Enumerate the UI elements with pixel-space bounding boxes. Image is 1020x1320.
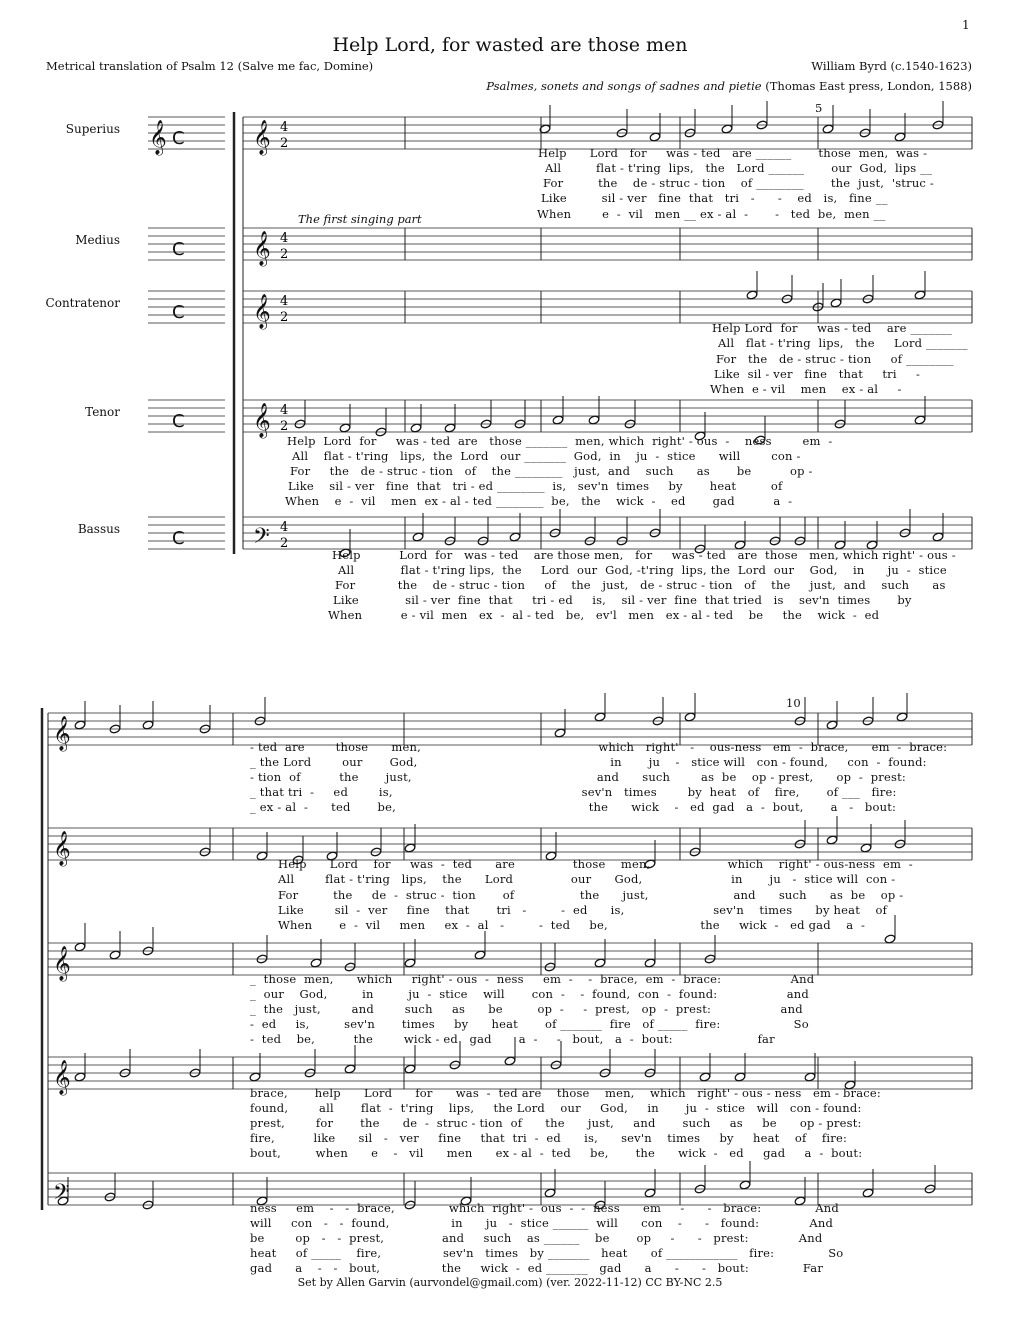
note-head bbox=[412, 532, 424, 542]
mensuration-sign: C bbox=[172, 528, 185, 549]
note-head bbox=[444, 423, 456, 433]
time-signature: 2 bbox=[280, 536, 289, 551]
lyric-line: be op - - prest, and such as ______ be op - - prest: And bbox=[250, 1231, 823, 1245]
note-head bbox=[344, 1064, 356, 1074]
note-head bbox=[504, 1056, 516, 1066]
lyric-line: fire, like sil - ver fine that tri - ed is, sev'n times by heat of fire: bbox=[250, 1131, 848, 1145]
lyric-line: Help Lord for was - ted are those men, for was - ted are those men, which right' - ous - bbox=[332, 548, 956, 562]
note-head bbox=[544, 1188, 556, 1198]
lyric-line: For the de - struc - tion of ________ the just, 'struc - bbox=[543, 176, 935, 190]
time-signature: 2 bbox=[280, 419, 289, 434]
bass-clef-icon: 𝄢 bbox=[53, 1180, 70, 1210]
note-head bbox=[644, 1188, 656, 1198]
note-head bbox=[739, 1180, 751, 1190]
measure-number-10: 10 bbox=[786, 696, 801, 710]
treble-clef-icon: 𝄞 bbox=[253, 231, 271, 266]
note-head bbox=[896, 712, 908, 722]
lyric-line: Help Lord for was - ted are those men, which right' - ous-ness em - bbox=[278, 857, 913, 871]
note-head bbox=[826, 835, 838, 845]
note-head bbox=[249, 1072, 261, 1082]
lyric-line: All flat - t'ring lips, the Lord _______ bbox=[718, 336, 968, 350]
note-head bbox=[734, 1072, 746, 1082]
note-head bbox=[644, 958, 656, 968]
lyric-line: _ the Lord our God, in ju - stice will con - found, con - found: bbox=[250, 755, 927, 769]
lyric-line: Help Lord for was - ted are _______ bbox=[712, 321, 953, 335]
note-head bbox=[746, 290, 758, 300]
lyric-line: All flat - t'ring lips, the Lord our _______ God, in ju - stice will con - bbox=[292, 449, 801, 463]
lyric-line: prest, for the de - struc - tion of the just, and such as be op - prest: bbox=[250, 1116, 862, 1130]
note-head bbox=[554, 728, 566, 738]
page-number: 1 bbox=[962, 18, 970, 32]
note-head bbox=[109, 950, 121, 960]
note-head bbox=[684, 712, 696, 722]
lyric-line: When e - vil men ex - al - ted ________ be, the wick - ed gad a - bbox=[285, 494, 793, 508]
lyric-line: Like sil - ver fine that tri - ed ________ is, sev'n times by heat of bbox=[288, 479, 783, 493]
note-head bbox=[404, 958, 416, 968]
note-head bbox=[826, 720, 838, 730]
note-head bbox=[830, 298, 842, 308]
note-head bbox=[860, 843, 872, 853]
note-head bbox=[509, 532, 521, 542]
first-singing-part-marking: The first singing part bbox=[298, 212, 422, 226]
source-title: Psalmes, sonets and songs of sadnes and pietie bbox=[486, 79, 762, 93]
lyric-line: Help Lord for was - ted are ______ those men, was - bbox=[538, 146, 928, 160]
note-head bbox=[699, 1072, 711, 1082]
treble-clef-icon: 𝄞 bbox=[253, 403, 271, 438]
source-details: (Thomas East press, London, 1588) bbox=[765, 79, 972, 93]
note-head bbox=[932, 532, 944, 542]
lyric-line: will con - - found, in ju - stice ______ will con - - found: And bbox=[250, 1216, 834, 1230]
mensuration-sign: C bbox=[172, 302, 185, 323]
lyric-line: _ that tri - ed is, sev'n times by heat of fire, of ___ fire: bbox=[250, 785, 897, 799]
lyric-line: When e - vil men ex - al - bbox=[710, 382, 902, 396]
note-head bbox=[310, 958, 322, 968]
lyric-line: _ those men, which right' - ous - ness em - - brace, em - brace: And bbox=[250, 972, 815, 986]
lyric-line: _ ex - al - ted be, the wick - ed gad a - bout, a - bout: bbox=[250, 800, 897, 814]
composer: William Byrd (c.1540-1623) bbox=[811, 59, 972, 73]
note-head bbox=[914, 290, 926, 300]
note-head bbox=[74, 1072, 86, 1082]
note-head bbox=[894, 132, 906, 142]
note-head bbox=[410, 423, 422, 433]
lyric-line: When e - vil men ex - al - - ted be, the wick - ed gad a - bbox=[278, 918, 866, 932]
treble-clef-icon: 𝄞 bbox=[253, 120, 271, 155]
note-head bbox=[588, 415, 600, 425]
treble-clef-icon: 𝄞 bbox=[149, 120, 167, 155]
treble-clef-icon: 𝄞 bbox=[53, 1060, 71, 1095]
lyric-line: For the de - struc - tion of the just, de - struc - tion of the just, and such as bbox=[335, 578, 946, 592]
score-title: Help Lord, for wasted are those men bbox=[332, 34, 688, 56]
lyric-line: ness em - - brace, which right' - ous - - ness em - - brace: And bbox=[250, 1201, 839, 1215]
treble-clef-icon: 𝄞 bbox=[53, 831, 71, 866]
lyric-line: When e - vil men __ ex - al - - ted be, men __ bbox=[537, 207, 886, 221]
lyric-line: Help Lord for was - ted are those _______ men, which right' - ous - ness em - bbox=[287, 434, 833, 448]
lyric-line: Like sil - ver fine that tri - bbox=[714, 367, 921, 381]
lyric-line: heat of _____ fire, sev'n times by _______ heat of ____________ fire: So bbox=[250, 1246, 844, 1260]
note-head bbox=[74, 942, 86, 952]
note-head bbox=[256, 851, 268, 861]
note-head bbox=[552, 415, 564, 425]
lyric-line: When e - vil men ex - al - ted be, ev'l men ex - al - ted be the wick - ed bbox=[328, 608, 880, 622]
mensuration-sign: C bbox=[172, 411, 185, 432]
lyric-line: Like sil - ver fine that tri - - ed is, fine __ bbox=[541, 191, 888, 205]
treble-clef-icon: 𝄞 bbox=[53, 716, 71, 751]
lyric-line: Like sil - ver fine that tri - ed is, sil - ver fine that tried is sev'n times by bbox=[333, 593, 912, 607]
note-head bbox=[404, 1064, 416, 1074]
note-head bbox=[594, 712, 606, 722]
note-head bbox=[474, 950, 486, 960]
lyric-line: For the de - struc - tion of the just, and such as be op - bbox=[278, 888, 904, 902]
voice-name-superius: Superius bbox=[65, 122, 120, 136]
lyric-line: bout, when e - vil men ex - al - ted be, the wick - ed gad a - bout: bbox=[250, 1146, 863, 1160]
note-head bbox=[804, 1072, 816, 1082]
treble-clef-icon: 𝄞 bbox=[53, 946, 71, 981]
lyric-line: - ted be, the wick - ed gad a - - bout, a - bout: far bbox=[250, 1032, 775, 1046]
note-head bbox=[884, 934, 896, 944]
lyric-line: brace, help Lord for was - ted are those men, which right' - ous - ness em - brace: bbox=[250, 1086, 881, 1100]
note-head bbox=[649, 132, 661, 142]
lyric-line: All flat - t'ring lips, the Lord our God, in ju - stice will con - bbox=[278, 872, 896, 886]
time-signature: 4 bbox=[280, 294, 289, 309]
time-signature: 4 bbox=[280, 403, 289, 418]
lyric-line: gad a - - bout, the wick - ed _______ gad a - - bout: Far bbox=[250, 1261, 824, 1275]
mensuration-sign: C bbox=[172, 128, 185, 149]
lyric-line: found, all flat - t'ring lips, the Lord our God, in ju - stice will con - found: bbox=[250, 1101, 862, 1115]
note-head bbox=[74, 720, 86, 730]
lyric-line: - ted are those men, which right' - ous-ness em - brace, em - brace: bbox=[250, 740, 948, 754]
time-signature: 4 bbox=[280, 120, 289, 135]
note-head bbox=[862, 1188, 874, 1198]
bass-clef-icon: 𝄢 bbox=[253, 524, 270, 554]
time-signature: 2 bbox=[280, 247, 289, 262]
footer-credits: Set by Allen Garvin (aurvondel@gmail.com) (ver. 2022-11-12) CC BY-NC 2.5 bbox=[297, 1276, 723, 1289]
time-signature: 4 bbox=[280, 231, 289, 246]
note-head bbox=[404, 843, 416, 853]
mensuration-sign: C bbox=[172, 239, 185, 260]
lyric-line: Like sil - ver fine that tri - - ed is, sev'n times by heat of bbox=[278, 903, 888, 917]
note-head bbox=[822, 124, 834, 134]
lyric-line: All flat - t'ring lips, the Lord ______ our God, lips __ bbox=[545, 161, 933, 175]
time-signature: 2 bbox=[280, 310, 289, 325]
subtitle: Metrical translation of Psalm 12 (Salve me fac, Domine) bbox=[46, 59, 374, 73]
voice-name-tenor: Tenor bbox=[85, 405, 120, 419]
lyric-line: - ed is, sev'n times by heat of _______ fire of _____ fire: So bbox=[250, 1017, 809, 1031]
note-head bbox=[142, 720, 154, 730]
lyric-line: - tion of the just, and such as be op - prest, op - prest: bbox=[250, 770, 906, 784]
note-head bbox=[339, 423, 351, 433]
lyric-line: For the de - struc - tion of ________ bbox=[716, 352, 954, 366]
voice-name-contratenor: Contratenor bbox=[45, 296, 120, 310]
treble-clef-icon: 𝄞 bbox=[253, 294, 271, 329]
time-signature: 4 bbox=[280, 520, 289, 535]
lyric-line: _ the just, and such as be op - - prest, op - prest: and bbox=[250, 1002, 803, 1016]
measure-number-5: 5 bbox=[815, 101, 823, 115]
lyric-line: _ our God, in ju - stice will con - - found, con - found: and bbox=[250, 987, 809, 1001]
lyric-line: All flat - t'ring lips, the Lord our God, -t'ring lips, the Lord our God, in ju - stice bbox=[338, 563, 947, 577]
note-head bbox=[594, 958, 606, 968]
lyric-line: For the de - struc - tion of the ________ just, and such as be op - bbox=[290, 464, 813, 478]
note-head bbox=[721, 124, 733, 134]
note-head bbox=[914, 415, 926, 425]
voice-name-medius: Medius bbox=[75, 233, 120, 247]
time-signature: 2 bbox=[280, 136, 289, 151]
voice-name-bassus: Bassus bbox=[77, 522, 120, 536]
